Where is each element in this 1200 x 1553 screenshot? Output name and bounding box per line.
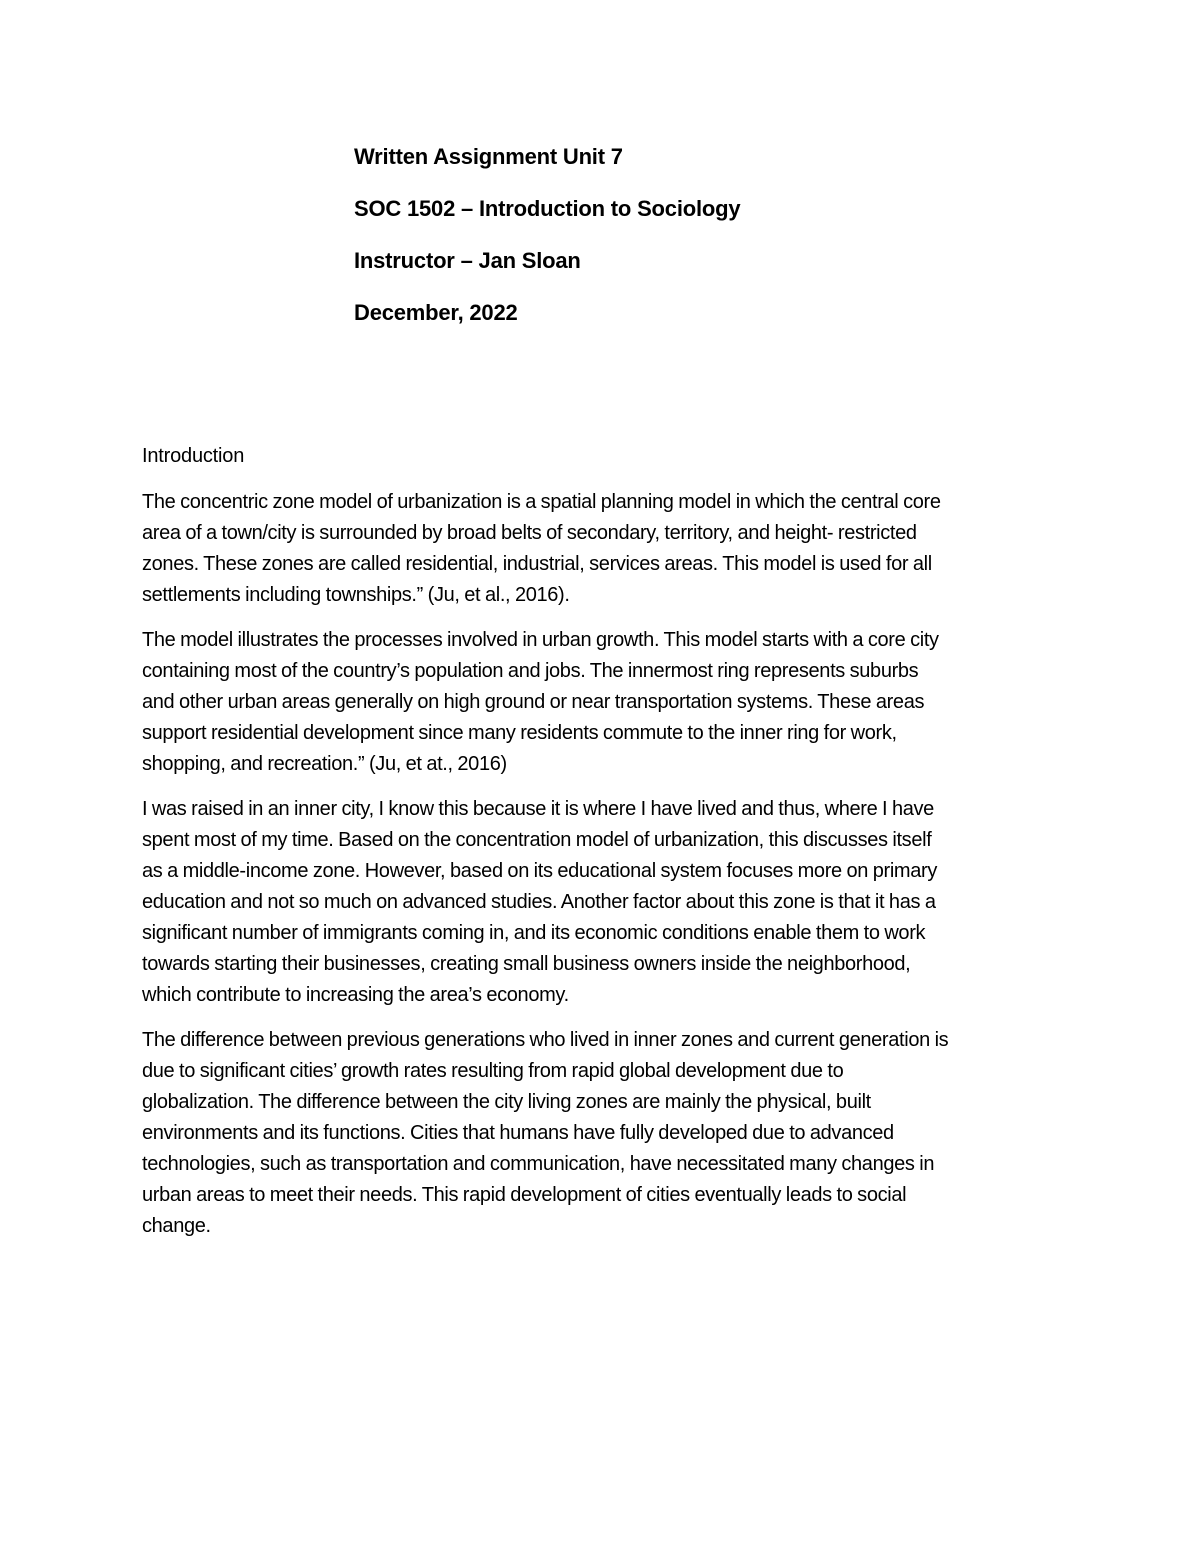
text-line: containing most of the country’s population and jobs. The innermost ring represents suburbs <box>142 660 919 682</box>
text-line: spent most of my time. Based on the concentration model of urbanization, this discusses itself <box>142 829 932 851</box>
course-name: SOC 1502 – Introduction to Sociology <box>354 196 741 221</box>
section-heading: Introduction <box>142 445 245 467</box>
submission-date: December, 2022 <box>354 300 518 325</box>
text-line: towards starting their businesses, creating small business owners inside the neighborhood, <box>142 953 911 975</box>
text-line: significant number of immigrants coming in, and its economic conditions enable them to work <box>142 922 926 944</box>
text-line: and other urban areas generally on high ground or near transportation systems. These areas <box>142 691 925 713</box>
text-line: education and not so much on advanced studies. Another factor about this zone is that it has a <box>142 891 936 913</box>
text-line: support residential development since many residents commute to the inner ring for work, <box>142 722 897 744</box>
text-line: zones. These zones are called residential, industrial, services areas. This model is used for all <box>142 553 932 575</box>
text-line: The model illustrates the processes involved in urban growth. This model starts with a core city <box>142 629 939 651</box>
text-line: environments and its functions. Cities that humans have fully developed due to advanced <box>142 1122 894 1144</box>
paragraph-4 <box>142 1025 1062 1242</box>
text-line: The difference between previous generations who lived in inner zones and current generation is <box>142 1029 949 1051</box>
paragraph-1 <box>142 487 1062 611</box>
text-line: I was raised in an inner city, I know this because it is where I have lived and thus, where I have <box>142 798 934 820</box>
text-line: area of a town/city is surrounded by broad belts of secondary, territory, and height- restricted <box>142 522 917 544</box>
text-line: settlements including townships.” (Ju, et al., 2016). <box>142 584 570 606</box>
text-line: which contribute to increasing the area’s economy. <box>142 984 569 1006</box>
text-line: The concentric zone model of urbanization is a spatial planning model in which the central core <box>142 491 941 513</box>
document-body <box>142 442 1062 1256</box>
assignment-title: Written Assignment Unit 7 <box>354 144 623 169</box>
text-line: globalization. The difference between the city living zones are mainly the physical, built <box>142 1091 871 1113</box>
text-line: change. <box>142 1215 211 1237</box>
text-line: due to significant cities’ growth rates resulting from rapid global development due to <box>142 1060 844 1082</box>
paragraph-3 <box>142 794 1062 1011</box>
text-line: as a middle-income zone. However, based on its educational system focuses more on primary <box>142 860 937 882</box>
text-line: urban areas to meet their needs. This rapid development of cities eventually leads to social <box>142 1184 907 1206</box>
instructor-name: Instructor – Jan Sloan <box>354 248 581 273</box>
text-line: technologies, such as transportation and communication, have necessitated many changes in <box>142 1153 935 1175</box>
title-block <box>354 142 1054 350</box>
text-line: shopping, and recreation.” (Ju, et at., 2016) <box>142 753 507 775</box>
paragraph-2 <box>142 625 1062 780</box>
